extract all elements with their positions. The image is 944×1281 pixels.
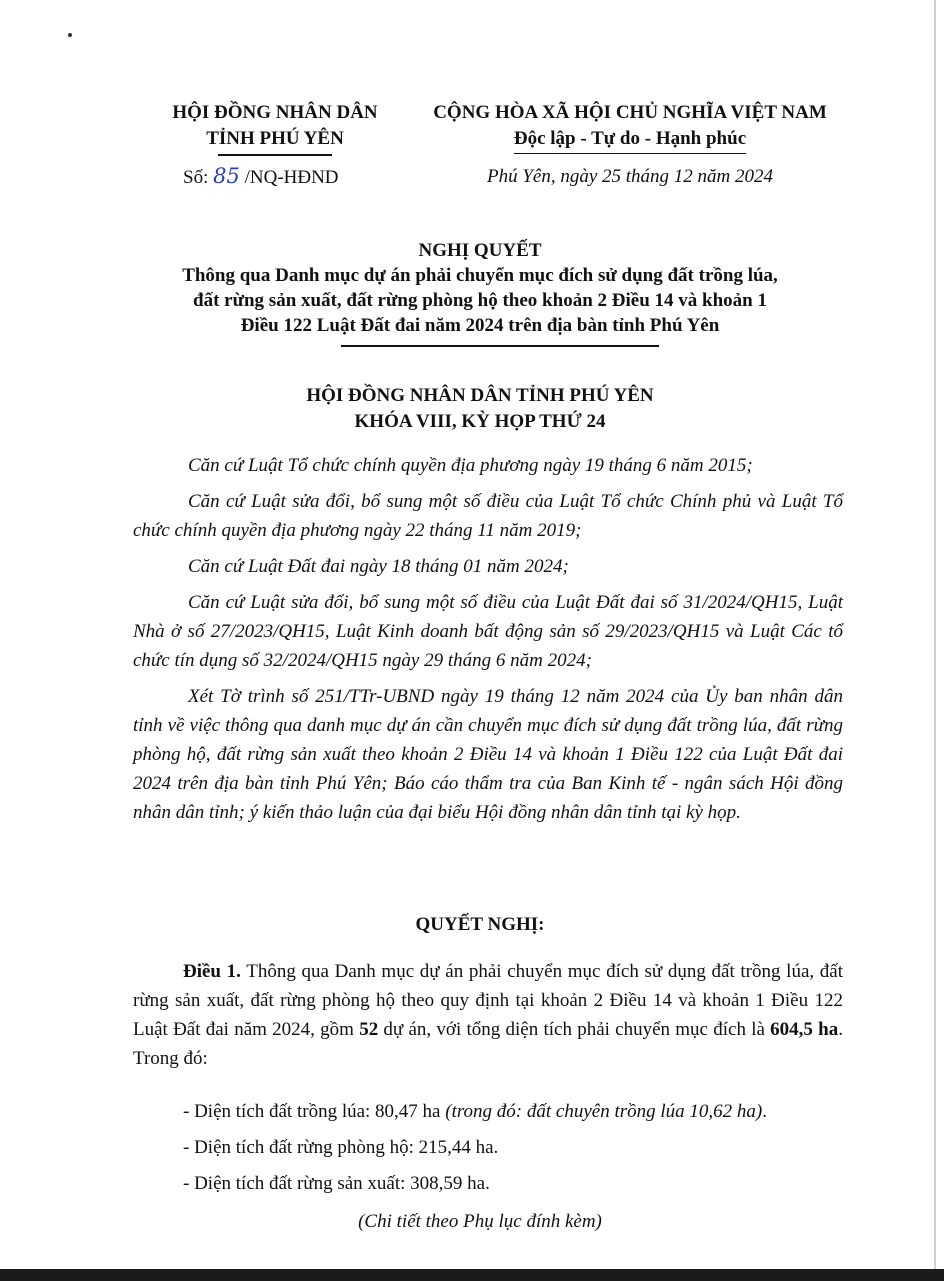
area-breakdown [183, 1097, 767, 1205]
issuing-authority [135, 100, 415, 152]
title-line-1: Thông qua Danh mục dự án phải chuyển mục đích sử dụng đất trồng lúa, [182, 265, 778, 286]
article-1 [133, 957, 843, 1073]
title-underline [341, 345, 659, 347]
article-1-label: Điều 1. [183, 961, 241, 982]
article-1-text-a: Thông qua Danh mục dự án phải chuyển mục đích sử dụng đất trồng lúa, đất rừng sản xuất, đất rừng phòng hộ theo quy định tại khoản 2 Điều 14 và khoản 1 Điều 122 Luật Đất đai năm 2024, gồm [133, 961, 844, 1040]
council-line-1: HỘI ĐỒNG NHÂN DÂN TỈNH PHÚ YÊN [306, 385, 654, 406]
document-number [183, 162, 339, 192]
docno-handwritten-number: 85 [213, 164, 240, 188]
authority-line-1: HỘI ĐỒNG NHÂN DÂN [172, 102, 378, 123]
nation-name: CỘNG HÒA XÃ HỘI CHỦ NGHĨA VIỆT NAM [433, 102, 827, 123]
appendix-note: (Chi tiết theo Phụ lục đính kèm) [358, 1211, 602, 1232]
decision-heading: QUYẾT NGHỊ: [415, 914, 545, 935]
scan-edge-bottom [0, 1269, 944, 1281]
authority-underline [218, 154, 332, 156]
resolution-title [100, 238, 860, 338]
preamble-basis-3: Căn cứ Luật Đất đai ngày 18 tháng 01 năm 2024; [188, 556, 569, 577]
authority-line-2: TỈNH PHÚ YÊN [206, 128, 344, 149]
title-line-2: đất rừng sản xuất, đất rừng phòng hộ theo khoản 2 Điều 14 và khoản 1 [193, 290, 767, 311]
docno-prefix: Số: [183, 167, 209, 188]
council-heading [100, 383, 860, 435]
preamble-basis-4: Căn cứ Luật sửa đổi, bổ sung một số điều của Luật Đất đai số 31/2024/QH15, Luật Nhà ở số 27/2023/QH15, Luật Kinh doanh bất động sản số 29/2023/QH15 và Luật Các tổ chức tín dụng số 32/2024/QH15 ngày 29 tháng 6 năm 2024; [133, 592, 843, 671]
preamble-basis-2: Căn cứ Luật sửa đổi, bổ sung một số điều của Luật Tổ chức Chính phủ và Luật Tổ chức chính quyền địa phương ngày 22 tháng 11 năm 2019; [133, 491, 843, 541]
scan-edge-right [934, 0, 936, 1281]
item-production-forest: - Diện tích đất rừng sản xuất: 308,59 ha. [183, 1173, 490, 1194]
item-rice-land: - Diện tích đất trồng lúa: 80,47 ha (trong đó: đất chuyên trồng lúa 10,62 ha). [183, 1101, 767, 1122]
preamble [133, 451, 843, 827]
item-protection-forest: - Diện tích đất rừng phòng hộ: 215,44 ha. [183, 1137, 499, 1158]
total-area: 604,5 ha [770, 1019, 839, 1040]
docno-suffix: /NQ-HĐND [244, 167, 339, 188]
national-motto: Độc lập - Tự do - Hạnh phúc [514, 126, 746, 154]
national-header [415, 100, 845, 154]
preamble-consideration: Xét Tờ trình số 251/TTr-UBND ngày 19 tháng 12 năm 2024 của Ủy ban nhân dân tỉnh về việc thông qua danh mục dự án cần chuyển mục đích sử dụng đất trồng lúa, đất rừng phòng hộ, đất rừng sản xuất theo khoản 2 Điều 14 và khoản 1 Điều 122 của Luật Đất đai 2024 trên địa bàn tỉnh Phú Yên; Báo cáo thẩm tra của Ban Kinh tế - ngân sách Hội đồng nhân dân tỉnh; ý kiến thảo luận của đại biểu Hội đồng nhân dân tỉnh tại kỳ họp. [133, 686, 843, 823]
project-count: 52 [359, 1019, 379, 1040]
preamble-basis-1: Căn cứ Luật Tổ chức chính quyền địa phương ngày 19 tháng 6 năm 2015; [188, 455, 753, 476]
article-1-text-c: . Trong đó: [133, 1019, 843, 1069]
council-line-2: KHÓA VIII, KỲ HỌP THỨ 24 [354, 411, 606, 432]
rice-land-note: (trong đó: đất chuyên trồng lúa 10,62 ha) [445, 1101, 763, 1122]
scan-speck [68, 33, 72, 37]
title-line-3: Điều 122 Luật Đất đai năm 2024 trên địa bàn tỉnh Phú Yên [240, 315, 720, 336]
title-heading: NGHỊ QUYẾT [418, 240, 542, 261]
article-1-text-b: dự án, với tổng diện tích phải chuyển mục đích là [378, 1019, 771, 1040]
place-and-date: Phú Yên, ngày 25 tháng 12 năm 2024 [486, 166, 774, 187]
